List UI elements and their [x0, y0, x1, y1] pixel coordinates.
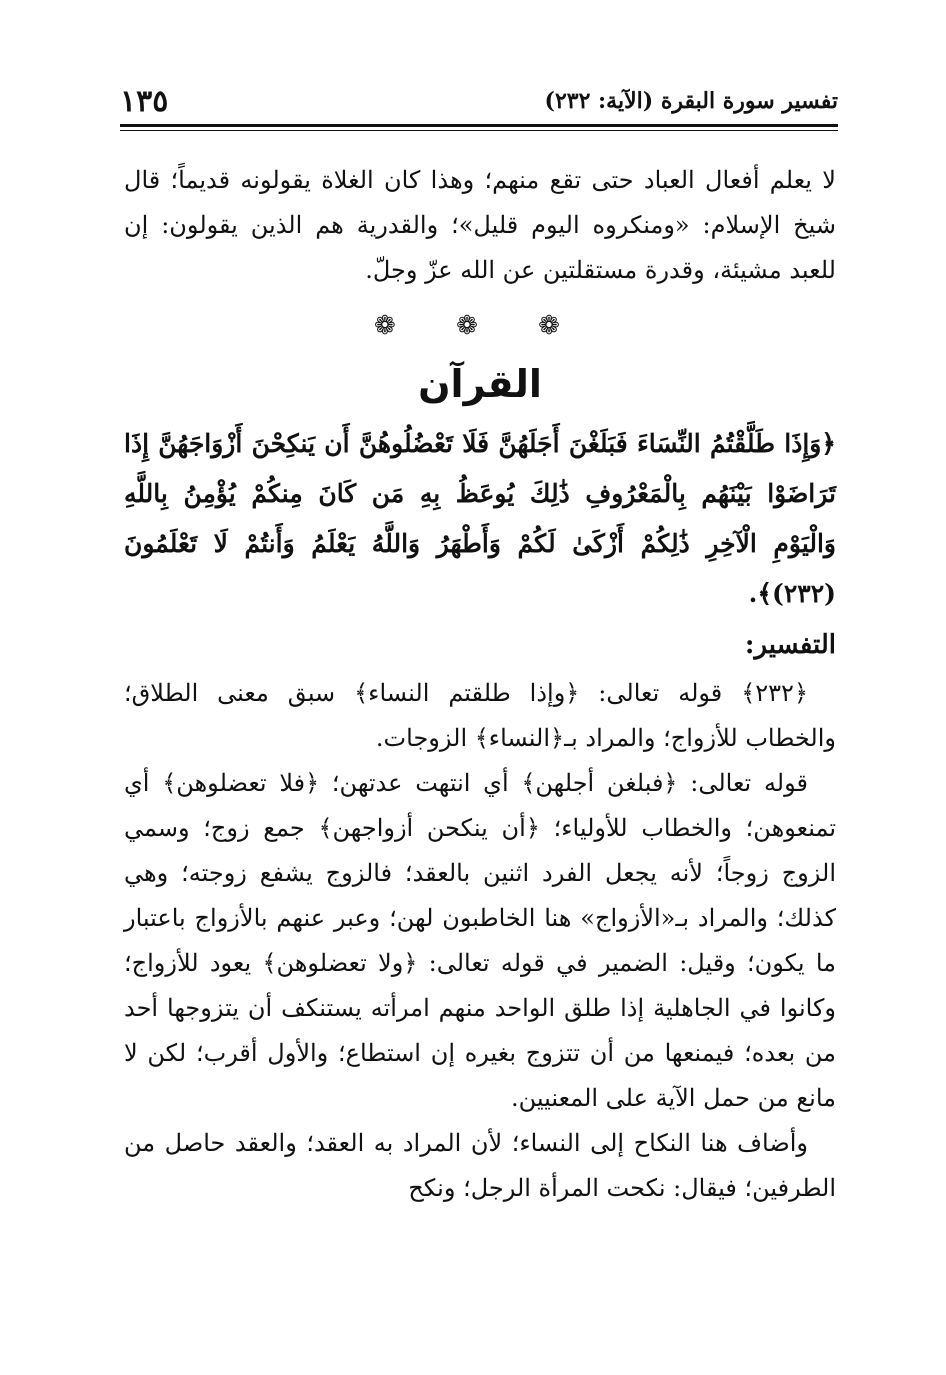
page-number: ١٣٥ — [120, 84, 169, 119]
header-rule-thick — [120, 124, 838, 127]
running-title: تفسير سورة البقرة (الآية: ٢٣٢) — [544, 88, 838, 114]
tafsir-paragraph-2: قوله تعالى: ﴿فبلغن أجلهن﴾ أي انتهت عدتهن؛ ﴿فلا تعضلوهن﴾ أي تمنعوهن؛ والخطاب للأولياء؛ ﴿أن ينكحن أزواجهن﴾ جمع زوج؛ وسمي الزوج زوجاً؛ لأنه يجعل الفرد اثنين بالعقد؛ فالزوج يشفع زوجته؛ وهي كذلك؛ والمراد بـ«الأزواج» هنا الخاطبون لهن؛ وعبر عنهم بالأزواج باعتبار ما يكون؛ وقيل: الضمير في قوله تعالى: ﴿ولا تعضلوهن﴾ يعود للأزواج؛ وكانوا في الجاهلية إذا طلق الواحد منهم امرأته يستنكف أن يتزوجها أحد من بعده؛ فيمنعها من أن تتزوج بغيره إن استطاع؛ والأول أقرب؛ لكن لا مانع من حمل الآية على المعنيين. — [124, 769, 836, 1112]
tafsir-paragraph-1: ﴿٢٣٢﴾ قوله تعالى: ﴿وإذا طلقتم النساء﴾ سبق معنى الطلاق؛ والخطاب للأزواج؛ والمراد بـ﴿النساء﴾ الزوجات. — [124, 679, 836, 752]
tafsir-heading: التفسير: — [744, 630, 836, 660]
header-rule-thin — [120, 130, 838, 131]
page-header — [120, 86, 838, 120]
ornament-separator: ❁ ❁ ❁ — [374, 311, 586, 341]
quran-verse: ﴿وَإِذَا طَلَّقْتُمُ النِّسَاءَ فَبَلَغْنَ أَجَلَهُنَّ فَلَا تَعْضُلُوهُنَّ أَن يَنكِحْنَ أَزْوَاجَهُنَّ إِذَا تَرَاضَوْا بَيْنَهُم بِالْمَعْرُوفِ ذَٰلِكَ يُوعَظُ بِهِ مَن كَانَ مِنكُمْ يُؤْمِنُ بِاللَّهِ وَالْيَوْمِ الْآخِرِ ذَٰلِكُمْ أَزْكَىٰ لَكُمْ وَأَطْهَرُ وَاللَّهُ يَعْلَمُ وَأَنتُمْ لَا تَعْلَمُونَ (٢٣٢)﴾. — [124, 429, 836, 608]
intro-paragraph: لا يعلم أفعال العباد حتى تقع منهم؛ وهذا كان الغلاة يقولونه قديماً؛ قال شيخ الإسلام: «ومنكروه اليوم قليل»؛ والقدرية هم الذين يقولون: إن للعبد مشيئة، وقدرة مستقلتين عن الله عزّ وجلّ. — [124, 166, 836, 284]
quran-heading: القرآن — [418, 362, 542, 406]
tafsir-paragraph-3: وأضاف هنا النكاح إلى النساء؛ لأن المراد به العقد؛ والعقد حاصل من الطرفين؛ فيقال: نكحت المرأة الرجل؛ ونكح — [124, 1129, 836, 1202]
page-body — [124, 158, 836, 1211]
